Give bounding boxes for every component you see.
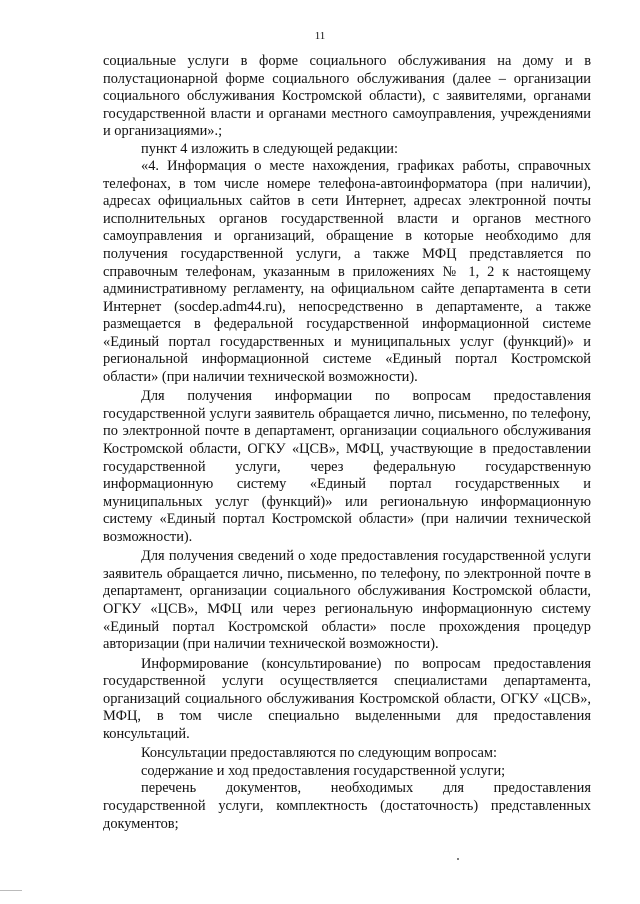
paragraph-how-to-get-info: Для получения информации по вопросам предоставления государственной услуги заявитель обращается лично, письменно, по телефону, по электронной почте в департамент, организации социального обслуживания Костромской области, ОГКУ «ЦСВ», МФЦ, участвующие в предоставлении государственной услуги, через федеральную государственную информационную систему «Единый портал государственных и муниципальных услуг (функций)» или региональную информационную систему «Единый портал Костромской области» (при наличии технической возможности). [103,388,591,545]
paragraph-item-4-heading: пункт 4 изложить в следующей редакции: [141,140,398,157]
paragraph-consulting: Информирование (консультирование) по вопросам предоставления государственной услуги осуществляется специалистами департамента, организаций социального обслуживания Костромской области, ОГКУ «ЦСВ», МФЦ, в том числе специально выделенными для предоставления консультаций. [103,655,591,742]
scan-speck [457,858,459,860]
paragraph-status-info: Для получения сведений о ходе предоставления государственной услуги заявитель обращается лично, письменно, по телефону, по электронной почте в департамент, организации социального обслуживания Костромской области, ОГКУ «ЦСВ», МФЦ или через региональную информационную систему «Единый портал Костромской области» после прохождения процедур авторизации (при наличии технической возможности). [103,548,591,653]
list-item-content-and-progress: содержание и ход предоставления государственной услуги; [141,762,506,779]
paragraph-continuation: социальные услуги в форме социального обслуживания на дому и в полустационарной форме социального обслуживания (далее – организации социального обслуживания Костромской области), с заявителями, органами государственной власти и органами местного самоуправления, учреждениями и организациями».; [103,53,591,140]
body-text [103,53,591,833]
list-item-documents: перечень документов, необходимых для предоставления государственной услуги, комплектность (достаточность) представленных документов; [103,780,591,832]
paragraph-consultation-topics: Консультации предоставляются по следующим вопросам: [141,745,497,762]
paragraph-item-4-contacts: «4. Информация о месте нахождения, графиках работы, справочных телефонах, в том числе номере телефона-автоинформатора (при наличии), адресах официальных сайтов в сети Интернет, адресах электронной почты исполнительных органов государственной власти и органов местного самоуправления и организаций, обращение в которые необходимо для получения государственной услуги, а также МФЦ представляется по справочным телефонам, указанным в приложениях № 1, 2 к настоящему административному регламенту, на официальном сайте департамента в сети Интернет (socdep.adm44.ru), непосредственно в департаменте, а также размещается в федеральной государственной информационной системе «Единый портал государственных и муниципальных услуг (функций)» и региональной информационной системе «Единый портал Костромской области» (при наличии технической возможности). [103,158,591,385]
scan-edge-mark [0,890,22,891]
page-number: 11 [314,30,326,42]
